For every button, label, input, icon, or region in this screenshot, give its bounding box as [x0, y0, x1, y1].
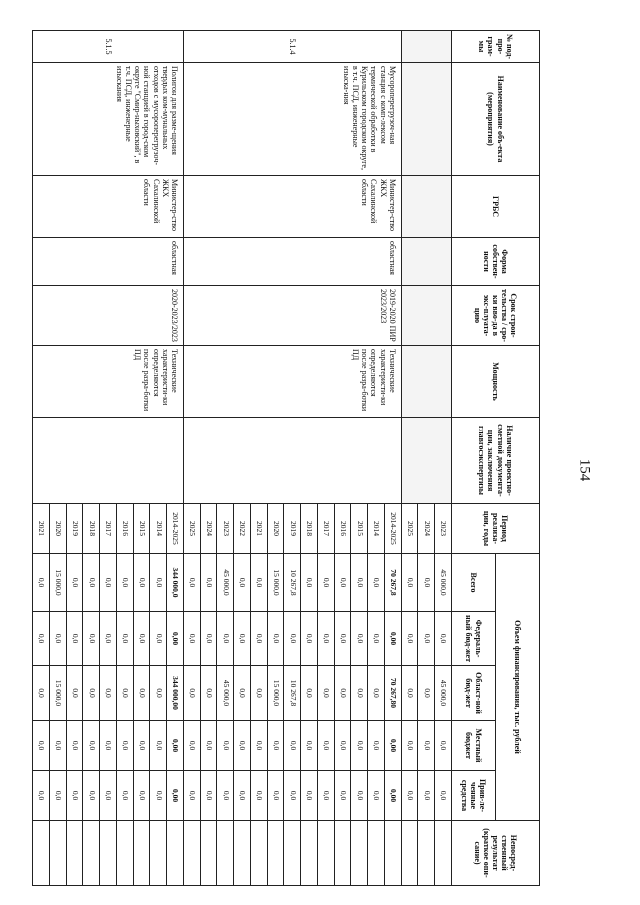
prev-ownership-cell	[401, 238, 451, 286]
private-cell: 0,0	[435, 771, 452, 821]
total-cell: 0,0	[401, 554, 418, 612]
total-cell: 10 267,8	[284, 554, 301, 612]
header-docs: Наличие проектно-сметной документа-ции, заключения главгосэкспертизы	[452, 418, 540, 504]
result-cell	[133, 821, 150, 886]
regional-cell: 0,0	[334, 666, 351, 721]
header-grbs: ГРБС	[452, 176, 540, 238]
row-num: 5.1.4	[184, 31, 402, 63]
result-cell	[251, 821, 268, 886]
local-cell: 0,0	[217, 721, 234, 771]
period-cell: 2014	[150, 504, 167, 554]
period-cell: 2025	[401, 504, 418, 554]
total-cell: 0,0	[418, 554, 435, 612]
docs-cell	[184, 418, 402, 504]
private-cell: 0,0	[251, 771, 268, 821]
local-cell: 0,0	[33, 721, 50, 771]
private-cell: 0,0	[301, 771, 318, 821]
period-cell: 2016	[117, 504, 134, 554]
regional-cell: 10 267,8	[284, 666, 301, 721]
private-cell: 0,0	[368, 771, 385, 821]
total-cell: 70 267,8	[385, 554, 402, 612]
total-cell: 0,0	[368, 554, 385, 612]
period-cell: 2021	[251, 504, 268, 554]
header-private: Прив-ле-ченные средства	[452, 771, 496, 821]
regional-cell: 0,0	[100, 666, 117, 721]
object-name: Мусороперегрузоч-ная станция с комп-лексом термической обработки в Курильском городском округе, в т.ч. ПСД, инженерные изыска-ния	[184, 63, 402, 176]
federal-cell: 0,0	[50, 612, 67, 666]
ownership-cell: областная	[184, 238, 402, 286]
table-row	[435, 31, 452, 886]
docs-cell	[33, 418, 184, 504]
period-cell: 2018	[301, 504, 318, 554]
total-cell: 45 000,0	[435, 554, 452, 612]
period-cell: 2015	[133, 504, 150, 554]
period-cell: 2023	[217, 504, 234, 554]
total-cell: 0,0	[100, 554, 117, 612]
regional-cell: 0,0	[318, 666, 335, 721]
header-finance-group: Объем финансирования, тыс. рублей	[496, 554, 540, 821]
local-cell: 0,0	[50, 721, 67, 771]
private-cell: 0,0	[50, 771, 67, 821]
total-cell: 0,0	[83, 554, 100, 612]
federal-cell: 0,0	[301, 612, 318, 666]
federal-cell: 0,0	[318, 612, 335, 666]
federal-cell: 0,0	[234, 612, 251, 666]
private-cell: 0,0	[200, 771, 217, 821]
regional-cell: 15 000,0	[267, 666, 284, 721]
regional-cell: 45 000,0	[217, 666, 234, 721]
row-num: 5.1.5	[33, 31, 184, 63]
total-cell: 0,0	[301, 554, 318, 612]
local-cell: 0,0	[368, 721, 385, 771]
header-local: Местный бюджет	[452, 721, 496, 771]
private-cell: 0,00	[167, 771, 184, 821]
total-cell: 0,0	[351, 554, 368, 612]
total-cell: 0,0	[318, 554, 335, 612]
period-cell: 2017	[100, 504, 117, 554]
private-cell: 0,0	[217, 771, 234, 821]
private-cell: 0,0	[234, 771, 251, 821]
regional-cell: 0,0	[150, 666, 167, 721]
header-term: Срок строи-тельства / сро-ки вво-да в экс-плуата-цию	[452, 286, 540, 346]
total-cell: 15 000,0	[50, 554, 67, 612]
result-cell	[167, 821, 184, 886]
local-cell: 0,0	[401, 721, 418, 771]
regional-cell: 0,0	[83, 666, 100, 721]
local-cell: 0,0	[184, 721, 201, 771]
regional-cell: 45 000,0	[435, 666, 452, 721]
federal-cell: 0,0	[217, 612, 234, 666]
header-federal: Федераль-ный бюд-жет	[452, 612, 496, 666]
regional-cell: 0,0	[184, 666, 201, 721]
regional-cell: 0,0	[117, 666, 134, 721]
federal-cell: 0,0	[150, 612, 167, 666]
private-cell: 0,0	[267, 771, 284, 821]
page-number: 154	[576, 458, 593, 482]
prev-num-cell	[401, 31, 451, 63]
period-cell: 2014-2025	[385, 504, 402, 554]
regional-cell: 0,0	[200, 666, 217, 721]
result-cell	[200, 821, 217, 886]
header-capacity: Мощность	[452, 346, 540, 418]
result-cell	[435, 821, 452, 886]
grbs-cell: Министер-ство ЖКХ Сахалинской области	[33, 176, 184, 238]
regional-cell: 0,0	[251, 666, 268, 721]
regional-cell: 0,0	[401, 666, 418, 721]
capacity-cell: Технические характеристи-ки определяются после разра-ботки ПД	[184, 346, 402, 418]
regional-cell: 0,0	[368, 666, 385, 721]
total-cell: 344 000,0	[167, 554, 184, 612]
period-cell: 2014-2025	[167, 504, 184, 554]
result-cell	[234, 821, 251, 886]
federal-cell: 0,0	[83, 612, 100, 666]
period-cell: 2016	[334, 504, 351, 554]
local-cell: 0,0	[334, 721, 351, 771]
regional-cell: 0,0	[351, 666, 368, 721]
header-total: Всего	[452, 554, 496, 612]
result-cell	[418, 821, 435, 886]
result-cell	[401, 821, 418, 886]
local-cell: 0,0	[435, 721, 452, 771]
private-cell: 0,0	[184, 771, 201, 821]
period-cell: 2019	[66, 504, 83, 554]
result-cell	[184, 821, 201, 886]
federal-cell: 0,0	[117, 612, 134, 666]
period-cell: 2020	[50, 504, 67, 554]
total-cell: 0,0	[234, 554, 251, 612]
regional-cell: 0,0	[133, 666, 150, 721]
total-cell: 15 000,0	[267, 554, 284, 612]
federal-cell: 0,0	[251, 612, 268, 666]
result-cell	[150, 821, 167, 886]
period-cell: 2020	[267, 504, 284, 554]
header-object: Наименование объ-екта (мероприятия)	[452, 63, 540, 176]
total-cell: 45 000,0	[217, 554, 234, 612]
regional-cell: 0,0	[33, 666, 50, 721]
grbs-cell: Министер-ство ЖКХ Сахалинской области	[184, 176, 402, 238]
result-cell	[318, 821, 335, 886]
regional-cell: 0,0	[418, 666, 435, 721]
total-cell: 0,0	[150, 554, 167, 612]
private-cell: 0,0	[117, 771, 134, 821]
private-cell: 0,0	[83, 771, 100, 821]
term-cell: 2019-2020 ПИР 2023/2023	[184, 286, 402, 346]
period-cell: 2023	[435, 504, 452, 554]
regional-cell: 0,0	[234, 666, 251, 721]
total-cell: 0,0	[133, 554, 150, 612]
capacity-cell: Технические характеристи-ки определяются после разра-ботки ПД	[33, 346, 184, 418]
result-cell	[83, 821, 100, 886]
federal-cell: 0,0	[284, 612, 301, 666]
table-row	[167, 31, 184, 886]
private-cell: 0,0	[401, 771, 418, 821]
rotated-table-sheet	[32, 30, 540, 885]
total-cell: 0,0	[66, 554, 83, 612]
local-cell: 0,0	[351, 721, 368, 771]
term-cell: 2020-2023/2023	[33, 286, 184, 346]
federal-cell: 0,0	[200, 612, 217, 666]
prev-term-cell	[401, 286, 451, 346]
period-cell: 2019	[284, 504, 301, 554]
regional-cell: 0,0	[301, 666, 318, 721]
federal-cell: 0,0	[368, 612, 385, 666]
total-cell: 0,0	[184, 554, 201, 612]
private-cell: 0,0	[133, 771, 150, 821]
local-cell: 0,0	[83, 721, 100, 771]
private-cell: 0,0	[418, 771, 435, 821]
total-cell: 0,0	[334, 554, 351, 612]
local-cell: 0,0	[200, 721, 217, 771]
period-cell: 2024	[200, 504, 217, 554]
private-cell: 0,0	[33, 771, 50, 821]
local-cell: 0,0	[284, 721, 301, 771]
header-period: Период реализа-ции, годы	[452, 504, 540, 554]
federal-cell: 0,0	[133, 612, 150, 666]
federal-cell: 0,0	[351, 612, 368, 666]
private-cell: 0,0	[318, 771, 335, 821]
federal-cell: 0,0	[100, 612, 117, 666]
header-ownership: Форма собствен-ности	[452, 238, 540, 286]
local-cell: 0,0	[251, 721, 268, 771]
local-cell: 0,0	[133, 721, 150, 771]
result-cell	[334, 821, 351, 886]
prev-object-cell	[401, 63, 451, 176]
result-cell	[368, 821, 385, 886]
result-cell	[100, 821, 117, 886]
local-cell: 0,00	[385, 721, 402, 771]
total-cell: 0,0	[251, 554, 268, 612]
private-cell: 0,00	[385, 771, 402, 821]
private-cell: 0,0	[351, 771, 368, 821]
financing-table	[32, 30, 540, 886]
result-cell	[50, 821, 67, 886]
federal-cell: 0,0	[184, 612, 201, 666]
period-cell: 2017	[318, 504, 335, 554]
total-cell: 0,0	[33, 554, 50, 612]
period-cell: 2018	[83, 504, 100, 554]
local-cell: 0,0	[66, 721, 83, 771]
private-cell: 0,0	[100, 771, 117, 821]
federal-cell: 0,0	[401, 612, 418, 666]
prev-capacity-cell	[401, 346, 451, 418]
local-cell: 0,0	[301, 721, 318, 771]
result-cell	[33, 821, 50, 886]
federal-cell: 0,0	[435, 612, 452, 666]
private-cell: 0,0	[284, 771, 301, 821]
private-cell: 0,0	[150, 771, 167, 821]
federal-cell: 0,0	[334, 612, 351, 666]
header-num: № под-про-грам-мы	[452, 31, 540, 63]
period-cell: 2025	[184, 504, 201, 554]
period-cell: 2014	[368, 504, 385, 554]
local-cell: 0,0	[100, 721, 117, 771]
local-cell: 0,0	[234, 721, 251, 771]
period-cell: 2015	[351, 504, 368, 554]
local-cell: 0,0	[117, 721, 134, 771]
federal-cell: 0,00	[385, 612, 402, 666]
ownership-cell: областная	[33, 238, 184, 286]
regional-cell: 70 267,80	[385, 666, 402, 721]
regional-cell: 344 000,00	[167, 666, 184, 721]
period-cell: 2021	[33, 504, 50, 554]
total-cell: 0,0	[200, 554, 217, 612]
total-cell: 0,0	[117, 554, 134, 612]
result-cell	[301, 821, 318, 886]
result-cell	[284, 821, 301, 886]
result-cell	[217, 821, 234, 886]
period-cell: 2024	[418, 504, 435, 554]
local-cell: 0,0	[418, 721, 435, 771]
private-cell: 0,0	[66, 771, 83, 821]
period-cell: 2022	[234, 504, 251, 554]
object-name: Полигон для разме-щения твердых ком-мунальных отходов с мусороперегрузоч-ной станцией в город-ском округе "Смир-ныховский", в т.ч. ПСД, инженерные изыскания	[33, 63, 184, 176]
prev-grbs-cell	[401, 176, 451, 238]
table-row	[385, 31, 402, 886]
federal-cell: 0,0	[33, 612, 50, 666]
local-cell: 0,0	[318, 721, 335, 771]
federal-cell: 0,0	[267, 612, 284, 666]
local-cell: 0,0	[150, 721, 167, 771]
result-cell	[385, 821, 402, 886]
header-result: Непосред-ственный результат (краткое опи-сание)	[452, 821, 540, 886]
local-cell: 0,00	[167, 721, 184, 771]
local-cell: 0,0	[267, 721, 284, 771]
result-cell	[66, 821, 83, 886]
federal-cell: 0,0	[418, 612, 435, 666]
prev-docs-cell	[401, 418, 451, 504]
private-cell: 0,0	[334, 771, 351, 821]
result-cell	[267, 821, 284, 886]
result-cell	[117, 821, 134, 886]
result-cell	[351, 821, 368, 886]
regional-cell: 0,0	[66, 666, 83, 721]
federal-cell: 0,00	[167, 612, 184, 666]
federal-cell: 0,0	[66, 612, 83, 666]
header-regional: Област-ной бюд-жет	[452, 666, 496, 721]
regional-cell: 15 000,0	[50, 666, 67, 721]
